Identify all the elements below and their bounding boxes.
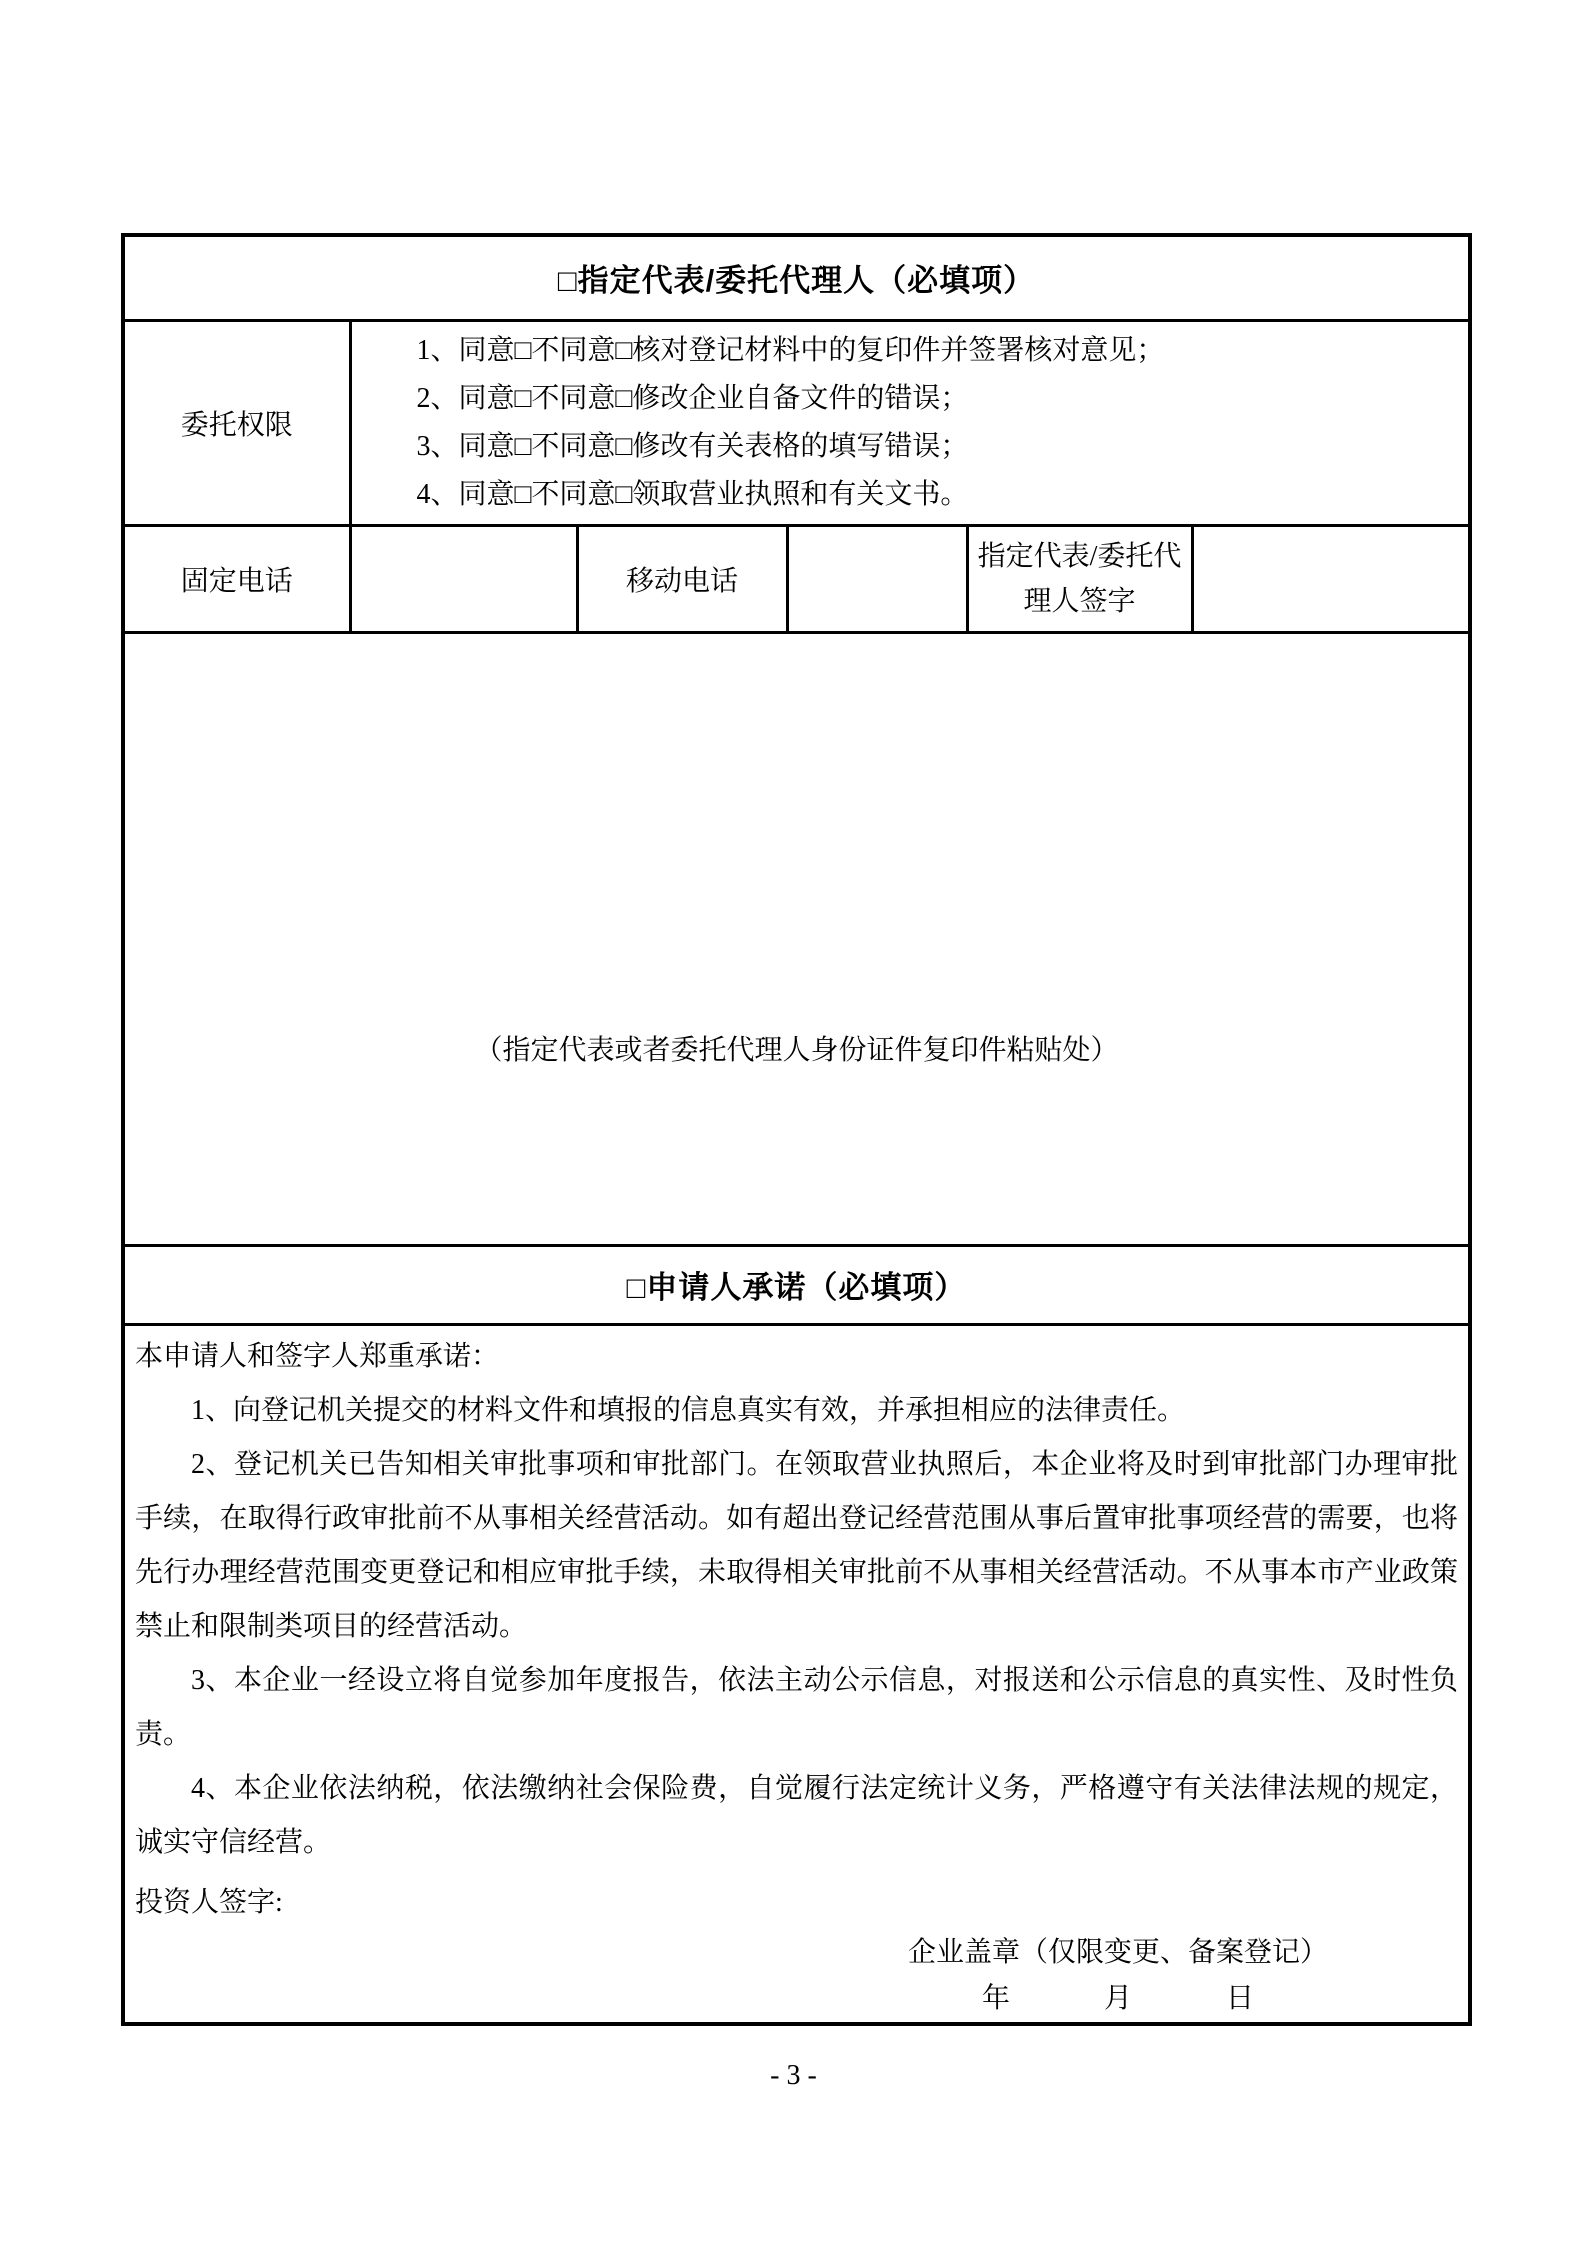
authority-item-1: 1、同意□不同意□核对登记材料中的复印件并签署核对意见； (416, 334, 1165, 366)
date-year-label: 年 (982, 1982, 1011, 2014)
commitment-cell (123, 1324, 1470, 2024)
page-number: - 3 - (770, 2060, 817, 2091)
authority-label: 委托权限 (123, 320, 350, 525)
section2-title: □申请人承诺（必填项） (123, 1245, 1470, 1324)
commitment-paragraph-3: 3、本企业一经设立将自觉参加年度报告，依法主动公示信息，对报送和公示信息的真实性、及时性负责。 (135, 1664, 1459, 1750)
id-copy-paste-hint: （指定代表或者委托代理人身份证件复印件粘贴处） (474, 1034, 1119, 1066)
section1-title: □指定代表/委托代理人（必填项） (123, 235, 1470, 320)
company-seal-label: 企业盖章（仅限变更、备案登记） (908, 1936, 1329, 1968)
commitment-paragraph-2: 2、登记机关已告知相关审批事项和审批部门。在领取营业执照后，本企业将及时到审批部门办理审批手续，在取得行政审批前不从事相关经营活动。如有超出登记经营范围从事后置审批事项经营的需要，也将先行办理经营范围变更登记和相应审批手续，未取得相关审批前不从事相关经营活动。不从事本市产业政策禁止和限制类项目的经营活动。 (135, 1448, 1459, 1642)
representative-signature-label: 指定代表/委托代理人签字 (967, 525, 1192, 632)
authority-item-4: 4、同意□不同意□领取营业执照和有关文书。 (416, 478, 969, 510)
id-copy-paste-area (123, 632, 1470, 1245)
company-seal-block (908, 1930, 1328, 2022)
authority-item-3: 3、同意□不同意□修改有关表格的填写错误； (416, 430, 969, 462)
authority-items-cell (350, 320, 1470, 525)
authority-item-2: 2、同意□不同意□修改企业自备文件的错误； (416, 382, 969, 414)
commitment-intro: 本申请人和签字人郑重承诺： (135, 1340, 500, 1372)
date-month-label: 月 (1104, 1982, 1133, 2014)
fixed-phone-value-field[interactable] (350, 525, 577, 632)
commitment-paragraph-1: 1、向登记机关提交的材料文件和填报的信息真实有效，并承担相应的法律责任。 (191, 1394, 1186, 1426)
mobile-phone-value-field[interactable] (787, 525, 967, 632)
date-line (908, 1976, 1328, 2022)
registration-form-table (121, 233, 1472, 2026)
date-day-label: 日 (1226, 1982, 1255, 2014)
investor-signature-label: 投资人签字: (135, 1886, 283, 1918)
fixed-phone-label: 固定电话 (123, 525, 350, 632)
representative-signature-field[interactable] (1192, 525, 1470, 632)
commitment-paragraph-4: 4、本企业依法纳税，依法缴纳社会保险费，自觉履行法定统计义务，严格遵守有关法律法规的规定，诚实守信经营。 (135, 1772, 1459, 1858)
mobile-phone-label: 移动电话 (577, 525, 787, 632)
